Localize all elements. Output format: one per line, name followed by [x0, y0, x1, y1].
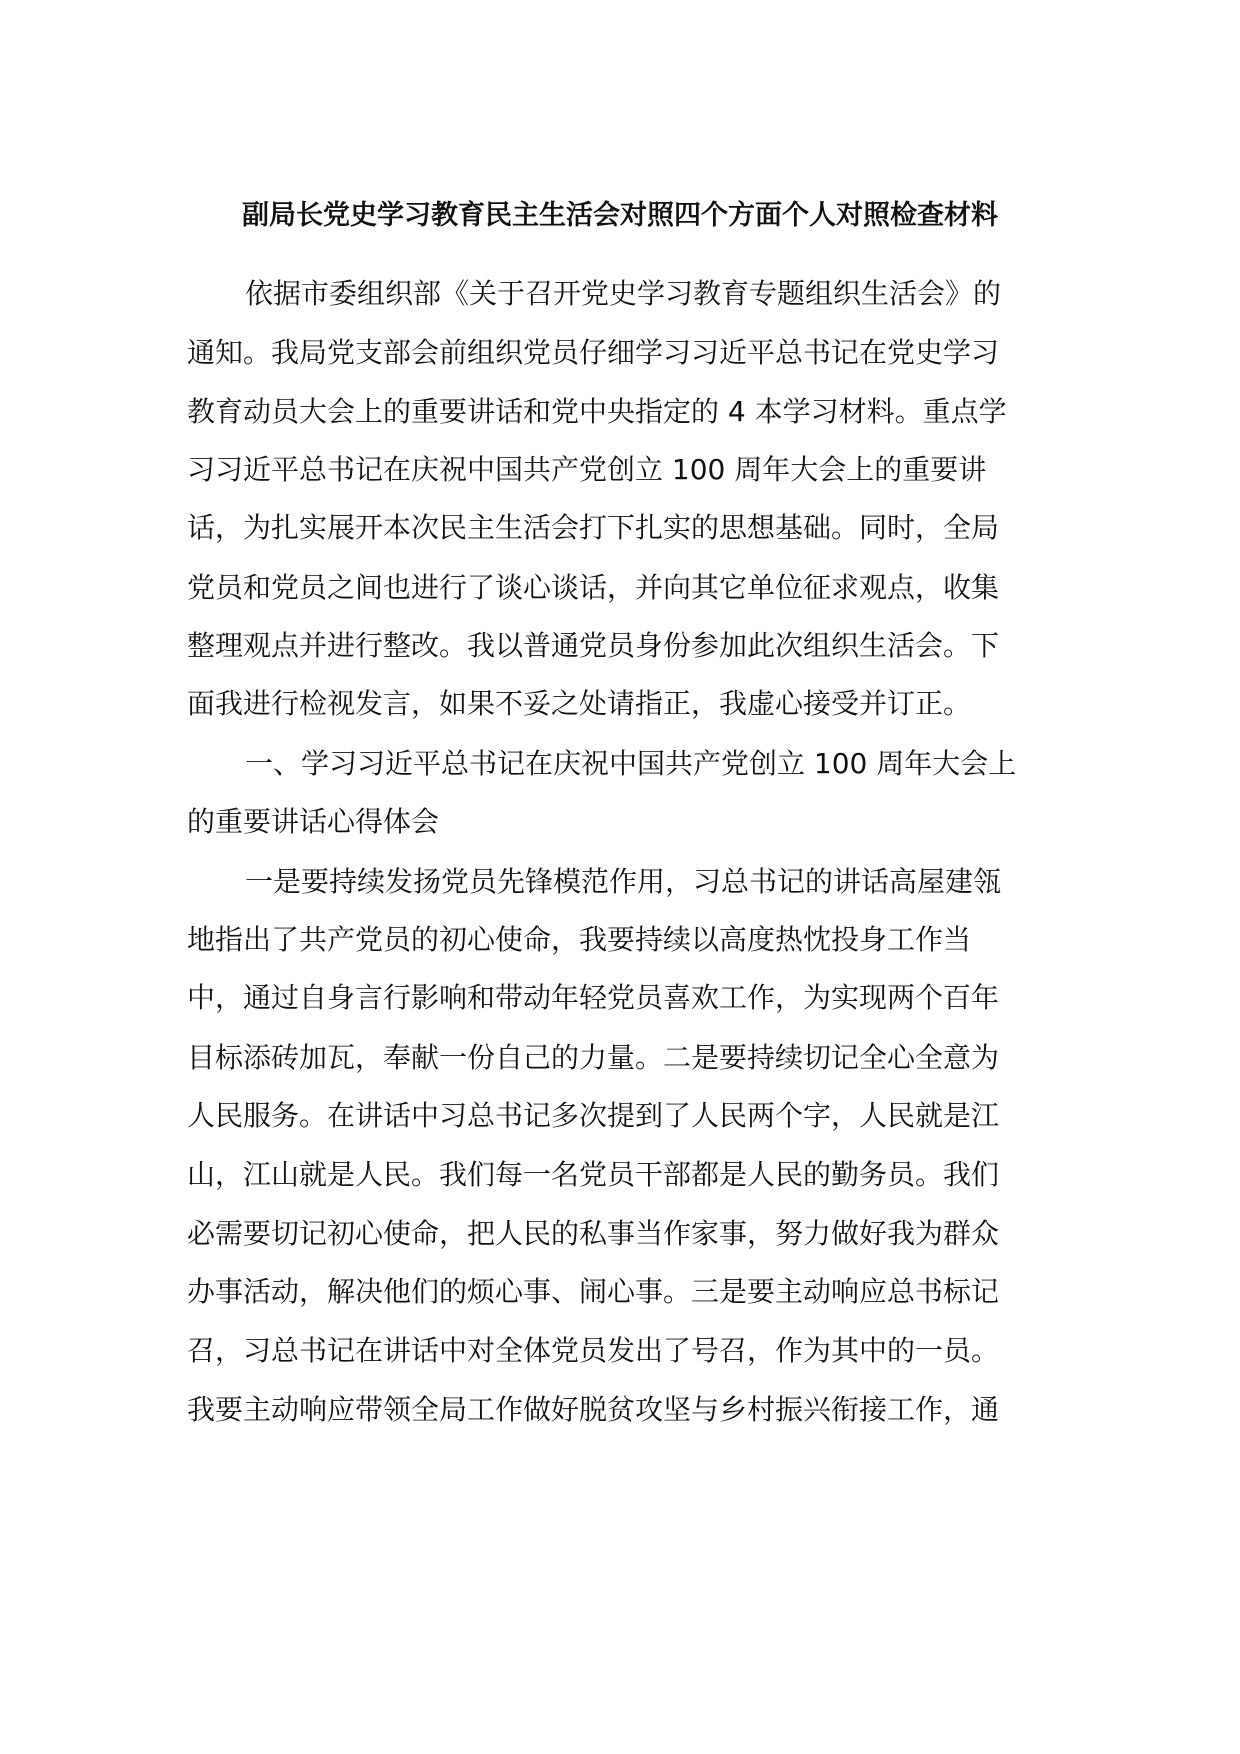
paragraph-line: 我要主动响应带领全局工作做好脱贫攻坚与乡村振兴衔接工作，通 [187, 1393, 1000, 1426]
paragraph-line: 山，江山就是人民。我们每一名党员干部都是人民的勤务员。我们 [187, 1158, 1000, 1191]
paragraph-line: 党员和党员之间也进行了谈心谈话，并向其它单位征求观点，收集 [187, 571, 1000, 604]
paragraph-line: 整理观点并进行整改。我以普通党员身份参加此次组织生活会。下 [187, 629, 1000, 662]
section-heading-line: 的重要讲话心得体会 [187, 805, 440, 838]
paragraph-line: 面我进行检视发言，如果不妥之处请指正，我虚心接受并订正。 [187, 687, 972, 720]
paragraph-line: 召，习总书记在讲话中对全体党员发出了号召，作为其中的一员。 [187, 1334, 1000, 1367]
paragraph-line: 地指出了共产党员的初心使命，我要持续以高度热忱投身工作当 [187, 923, 972, 956]
paragraph-line: 依据市委组织部《关于召开党史学习教育专题组织生活会》的 [245, 277, 1002, 310]
paragraph-line: 一是要持续发扬党员先锋模范作用，习总书记的讲话高屋建瓴 [245, 865, 1002, 898]
paragraph-line: 必需要切记初心使命，把人民的私事当作家事，努力做好我为群众 [187, 1217, 1000, 1250]
paragraph-line: 中，通过自身言行影响和带动年轻党员喜欢工作，为实现两个百年 [187, 981, 1000, 1014]
paragraph-line: 人民服务。在讲话中习总书记多次提到了人民两个字，人民就是江 [187, 1099, 1000, 1132]
paragraph-line: 教育动员大会上的重要讲话和党中央指定的 4 本学习材料。重点学 [187, 395, 1007, 428]
document-title: 副局长党史学习教育民主生活会对照四个方面个人对照检查材料 [242, 200, 998, 231]
section-heading-line: 一、学习习近平总书记在庆祝中国共产党创立 100 周年大会上 [245, 747, 1017, 780]
paragraph-line: 通知。我局党支部会前组织党员仔细学习习近平总书记在党史学习 [187, 336, 1000, 369]
paragraph-line: 目标添砖加瓦，奉献一份自己的力量。二是要持续切记全心全意为 [187, 1041, 1000, 1074]
paragraph-line: 习习近平总书记在庆祝中国共产党创立 100 周年大会上的重要讲 [187, 453, 987, 486]
paragraph-line: 话，为扎实展开本次民主生活会打下扎实的思想基础。同时，全局 [187, 511, 1000, 544]
paragraph-line: 办事活动，解决他们的烦心事、闹心事。三是要主动响应总书标记 [187, 1275, 1000, 1308]
